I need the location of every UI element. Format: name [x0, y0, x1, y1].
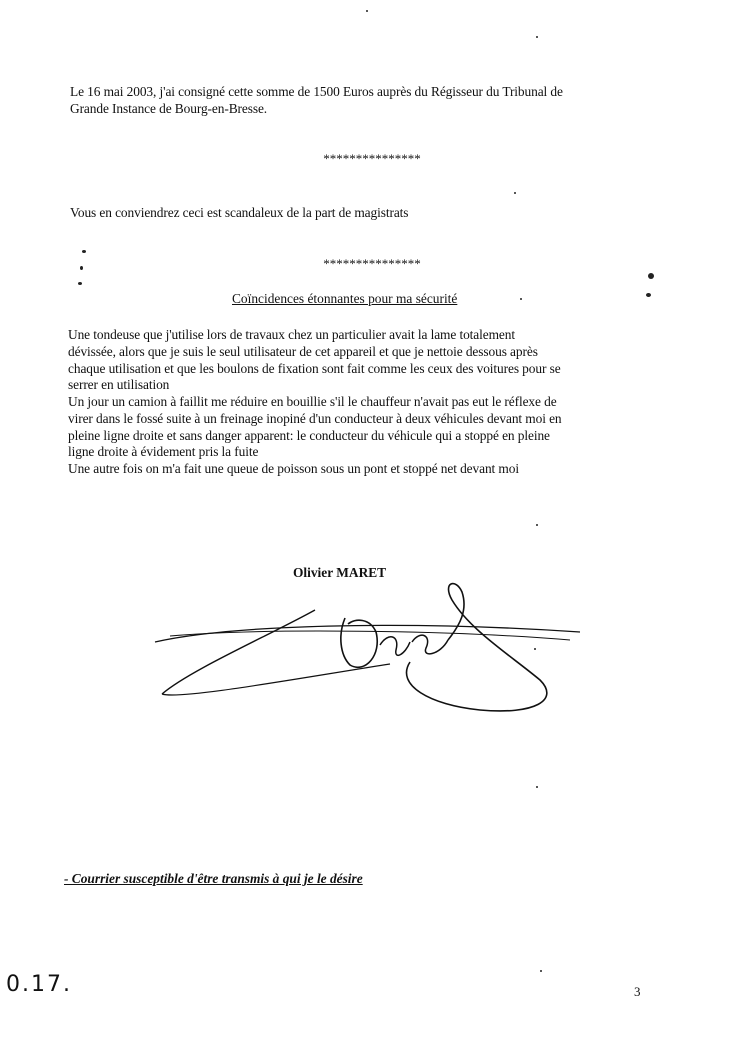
paragraph-line-5: Un jour un camion à faillit me réduire en bouillie s'il le chauffeur n'avait pas eut le réflexe de: [68, 394, 557, 409]
separator-1: ***************: [323, 151, 421, 166]
scan-speck: [366, 10, 368, 12]
handwritten-note: 0.17.: [6, 972, 72, 997]
intro-line-1: Le 16 mai 2003, j'ai consigné cette somme de 1500 Euros auprès du Régisseur du Tribunal de: [70, 84, 563, 99]
scan-speck: [534, 648, 536, 650]
scan-speck: [78, 282, 82, 285]
scan-speck: [536, 36, 538, 38]
scan-speck: [536, 786, 538, 788]
paragraph-line-8: ligne droite à évidement pris la fuite: [68, 444, 259, 459]
intro-line-2: Grande Instance de Bourg-en-Bresse.: [70, 101, 268, 116]
scan-speck: [514, 192, 516, 194]
signatory-name: Olivier MARET: [293, 565, 387, 580]
paragraph-line-1: Une tondeuse que j'utilise lors de travaux chez un particulier avait la lame totalement: [68, 327, 515, 342]
paragraph-line-9: Une autre fois on m'a fait une queue de poisson sous un pont et stoppé net devant moi: [68, 461, 519, 476]
signature-scribble: [150, 570, 590, 720]
scan-speck: [648, 273, 654, 279]
scan-speck: [536, 524, 538, 526]
paragraph-line-3: chaque utilisation et que les boulons de fixation sont fait comme les ceux des voitures pour se: [68, 361, 561, 376]
page-number: 3: [634, 984, 641, 999]
scan-speck: [540, 970, 542, 972]
statement-text: Vous en conviendrez ceci est scandaleux de la part de magistrats: [70, 205, 409, 220]
paragraph-line-6: virer dans le fossé suite à un freinage inopiné d'un conducteur à deux véhicules devant moi en: [68, 411, 562, 426]
separator-2: ***************: [323, 256, 421, 271]
scan-speck: [80, 266, 83, 270]
paragraph-line-2: dévissée, alors que je suis le seul utilisateur de cet appareil et que je nettoie dessous après: [68, 344, 538, 359]
paragraph-line-4: serrer en utilisation: [68, 377, 170, 392]
scan-speck: [520, 298, 522, 300]
scan-speck: [82, 250, 86, 253]
scan-speck: [646, 293, 651, 297]
section-title: Coïncidences étonnantes pour ma sécurité: [232, 291, 458, 306]
footer-note: - Courrier susceptible d'être transmis à qui je le désire: [64, 871, 363, 886]
paragraph-line-7: pleine ligne droite et sans danger apparent: le conducteur du véhicule qui a stoppé en pleine: [68, 428, 550, 443]
